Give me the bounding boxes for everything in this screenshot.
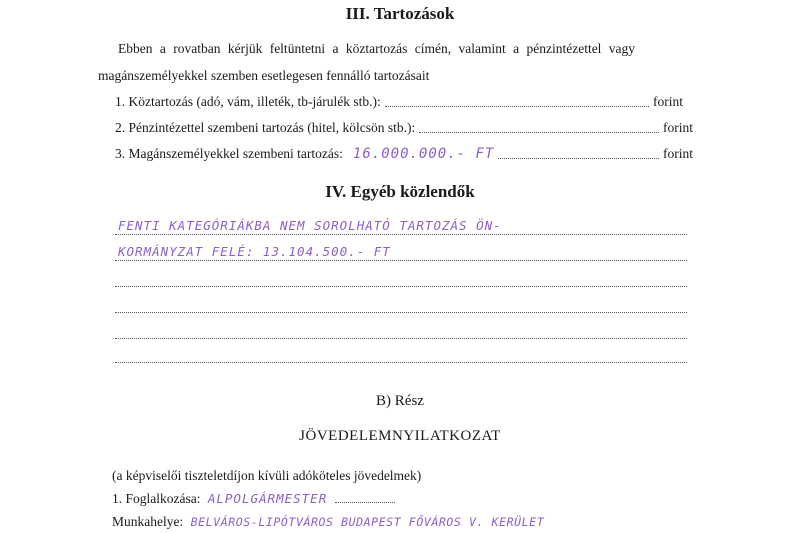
debt-label-public: 1. Köztartozás (adó, vám, illeték, tb-járulék stb.): [115,94,381,109]
debt-row-bank [115,120,693,136]
debt-unit-public: forint [653,94,683,109]
section-4-title: IV. Egyéb közlendők [325,182,475,201]
workplace-value: BELVÁROS-LIPÓTVÁROS BUDAPEST FŐVÁROS V. KERÜLET [190,515,545,529]
dotted-fill-line [115,312,687,313]
dotted-fill-line [498,158,659,159]
debt-unit-bank: forint [663,120,693,135]
dotted-fill-line [115,362,687,363]
debt-value-private: 16.000.000.- FT [352,146,495,162]
debt-row-private [115,146,693,162]
dotted-fill-line [115,286,687,287]
dotted-fill-line [335,502,395,503]
section-3-intro-line-2: magánszemélyekkel szemben esetlegesen fennálló tartozásait [98,68,430,83]
occupation-row [112,491,399,507]
occupation-label: 1. Foglalkozása: [112,491,201,506]
part-b-title: B) Rész [376,393,424,409]
debt-row-public [115,94,683,110]
occupation-value: ALPOLGÁRMESTER [207,491,328,506]
section-3-title: III. Tartozások [345,4,455,23]
other-note-line-1: FENTI KATEGÓRIÁKBA NEM SOROLHATÓ TARTOZÁS ÖN- [118,218,502,233]
workplace-row [112,514,544,530]
debt-unit-private: forint [663,146,693,161]
income-note: (a képviselői tiszteletdíjon kívüli adóköteles jövedelmek) [112,468,422,483]
dotted-fill-line [115,338,687,339]
workplace-label: Munkahelye: [112,514,184,529]
income-declaration-title: JÖVEDELEMNYILATKOZAT [299,428,501,444]
dotted-fill-line [115,260,687,261]
debt-label-bank: 2. Pénzintézettel szembeni tartozás (hitel, kölcsön stb.): [115,120,416,135]
dotted-fill-line [385,106,649,107]
dotted-fill-line [115,234,687,235]
dotted-fill-line [419,132,659,133]
section-3-intro-line-1: Ebben a rovatban kérjük feltüntetni a köztartozás címén, valamint a pénzintézettel vagy [118,41,636,56]
other-note-line-2: KORMÁNYZAT FELÉ: 13.104.500.- FT [118,244,391,259]
debt-label-private: 3. Magánszemélyekkel szembeni tartozás: [115,146,343,161]
